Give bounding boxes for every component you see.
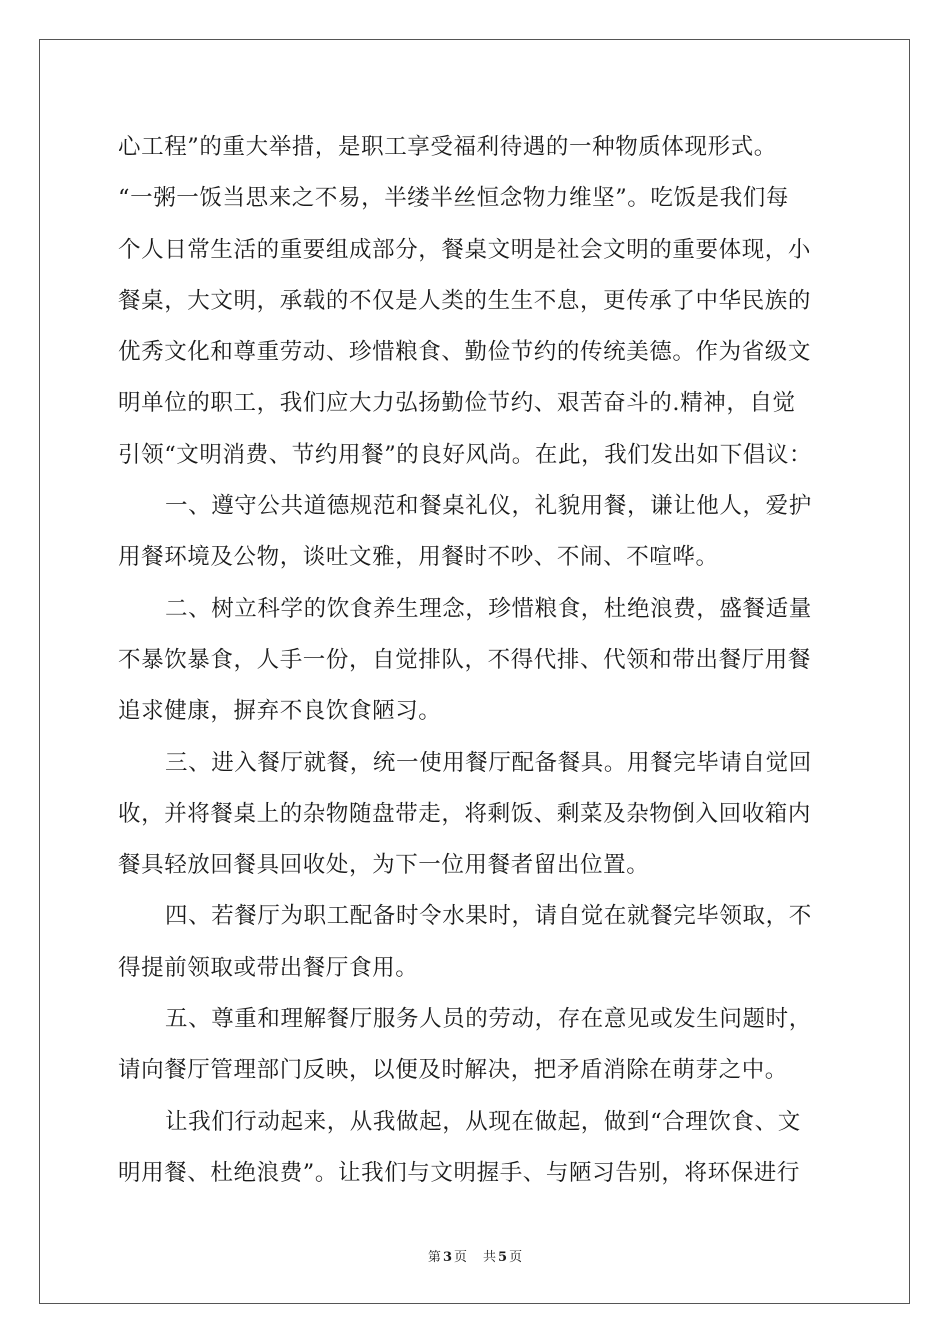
total-prefix: 共 xyxy=(483,1250,497,1265)
text-line: 收，并将餐桌上的杂物随盘带走，将剩饭、剩菜及杂物倒入回收箱内 xyxy=(118,800,812,827)
text-line: 明用餐、杜绝浪费”。让我们与文明握手、与陋习告别，将环保进行 xyxy=(118,1159,801,1186)
current-page-number: 3 xyxy=(442,1250,452,1265)
text-line: 个人日常生活的重要组成部分，餐桌文明是社会文明的重要体现，小 xyxy=(118,236,812,263)
text-line: 餐具轻放回餐具回收处，为下一位用餐者留出位置。 xyxy=(118,852,650,879)
text-line: 请向餐厅管理部门反映，以便及时解决，把矛盾消除在萌芽之中。 xyxy=(118,1057,788,1084)
text-line: 餐桌，大文明，承载的不仅是人类的生生不息，更传承了中华民族的 xyxy=(118,287,812,314)
text-line: 心工程”的重大举措，是职工享受福利待遇的一种物质体现形式。 xyxy=(118,134,777,160)
text-line: 五、尊重和理解餐厅服务人员的劳动，存在意见或发生问题时， xyxy=(165,1006,812,1033)
text-line: 用餐环境及公物，谈吐文雅，用餐时不吵、不闹、不喧哗。 xyxy=(118,544,719,571)
page-suffix: 页 xyxy=(453,1250,467,1265)
text-line: “一粥一饭当思来之不易，半缕半丝恒念物力维坚”。吃饭是我们每 xyxy=(118,185,790,212)
text-line: 让我们行动起来，从我做起，从现在做起，做到“合理饮食、文 xyxy=(165,1108,801,1135)
text-line: 得提前领取或带出餐厅食用。 xyxy=(118,954,419,981)
text-line: 明单位的职工，我们应大力弘扬勤俭节约、艰苦奋斗的.精神，自觉 xyxy=(118,390,796,417)
text-line: 三、进入餐厅就餐，统一使用餐厅配备餐具。用餐完毕请自觉回 xyxy=(165,749,812,776)
text-line: 四、若餐厅为职工配备时令水果时，请自觉在就餐完毕领取，不 xyxy=(165,903,812,930)
text-line: 引领“文明消费、节约用餐”的良好风尚。在此，我们发出如下倡议： xyxy=(118,441,813,468)
text-line: 不暴饮暴食，人手一份，自觉排队，不得代排、代领和带出餐厅用餐 xyxy=(118,646,812,673)
text-line: 优秀文化和尊重劳动、珍惜粮食、勤俭节约的传统美德。作为省级文 xyxy=(118,339,812,366)
total-page-number: 5 xyxy=(498,1250,508,1265)
document-body xyxy=(118,122,853,1199)
text-line: 一、遵守公共道德规范和餐桌礼仪，礼貌用餐，谦让他人，爱护 xyxy=(165,493,812,520)
page-footer xyxy=(0,1246,950,1265)
text-line: 二、树立科学的饮食养生理念，珍惜粮食，杜绝浪费，盛餐适量 xyxy=(165,595,812,622)
total-suffix: 页 xyxy=(509,1250,523,1265)
page-prefix: 第 xyxy=(427,1250,441,1265)
text-line: 追求健康，摒弃不良饮食陋习。 xyxy=(118,698,442,725)
